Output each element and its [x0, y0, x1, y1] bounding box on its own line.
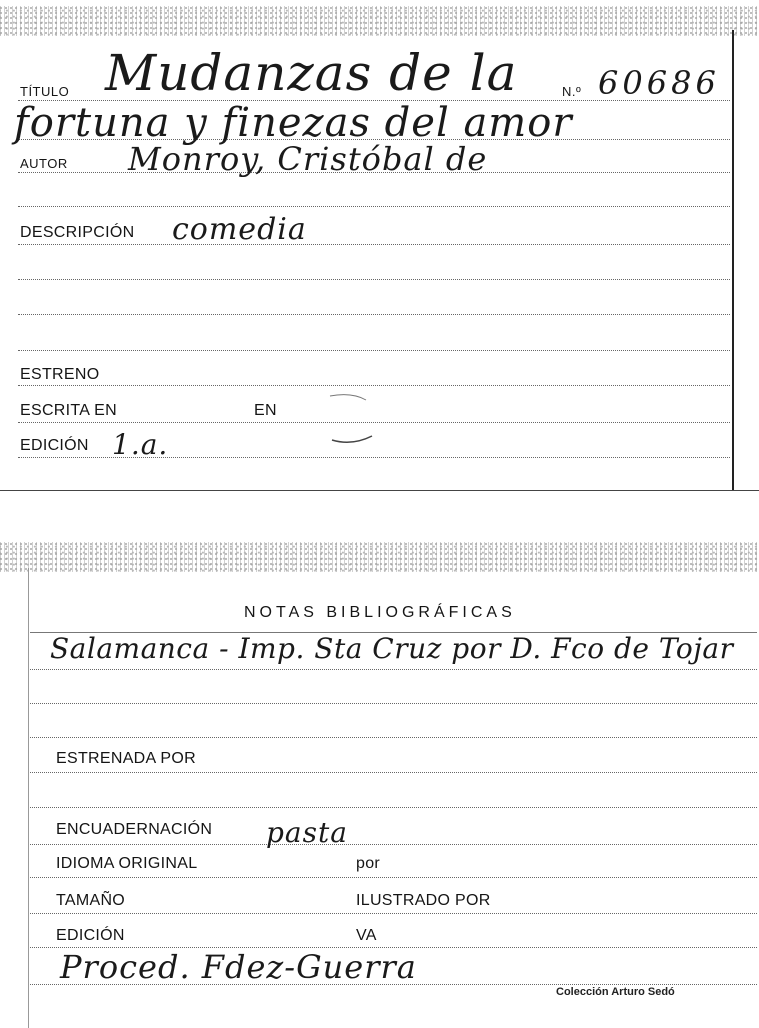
handwritten-author: Monroy, Cristóbal de: [128, 140, 488, 178]
descripcion-label: DESCRIPCIÓN: [20, 224, 135, 241]
ruled-line: [30, 703, 757, 704]
handwritten-bibliographic-note: Salamanca - Imp. Sta Cruz por D. Fco de Tojar: [50, 632, 734, 665]
ruled-line: [30, 844, 757, 845]
idioma-original-label: IDIOMA ORIGINAL: [56, 855, 198, 872]
stamp-mark: [322, 392, 382, 452]
ilustrado-por-label: ILUSTRADO POR: [356, 892, 491, 909]
titulo-label: TÍTULO: [20, 84, 70, 99]
por-label: por: [356, 855, 381, 872]
ruled-line: [30, 772, 757, 773]
estreno-label: ESTRENO: [20, 366, 100, 383]
catalog-card-front: [0, 0, 759, 495]
ruled-line: [18, 350, 730, 351]
handwritten-edition: 1.a.: [112, 428, 169, 461]
notas-bibliograficas-heading: NOTAS BIBLIOGRÁFICAS: [244, 604, 516, 621]
card-edge-texture: [0, 542, 759, 572]
en-label: EN: [254, 402, 277, 419]
handwritten-title-line2: fortuna y finezas del amor: [14, 100, 573, 146]
collection-stamp: Colección Arturo Sedó: [556, 986, 675, 998]
card-border-right: [732, 30, 734, 490]
ruled-line: [30, 669, 757, 670]
card-edge-texture: [0, 6, 759, 36]
catalog-card-back: [0, 540, 759, 1028]
escrita-en-label: ESCRITA EN: [20, 402, 117, 419]
handwritten-description: comedia: [172, 212, 307, 247]
tamano-label: TAMAÑO: [56, 892, 126, 909]
encuadernacion-label: ENCUADERNACIÓN: [56, 821, 213, 838]
va-label: VA: [356, 927, 377, 944]
ruled-line: [18, 314, 730, 315]
numero-label: N.º: [562, 84, 582, 99]
handwritten-binding: pasta: [266, 816, 348, 849]
edicion-label-back: EDICIÓN: [56, 927, 125, 944]
ruled-line: [30, 913, 757, 914]
ruled-line: [30, 877, 757, 878]
ruled-line: [30, 807, 757, 808]
ruled-line: [30, 737, 757, 738]
ruled-line: [18, 244, 730, 245]
handwritten-provenance: Proced. Fdez-Guerra: [60, 948, 417, 986]
card-border-left: [28, 568, 29, 1028]
ruled-line: [18, 279, 730, 280]
edicion-label: EDICIÓN: [20, 437, 89, 454]
handwritten-catalog-number: 60686: [598, 64, 720, 102]
ruled-line: [18, 206, 730, 207]
card-border-bottom: [0, 490, 759, 491]
estrenada-por-label: ESTRENADA POR: [56, 750, 196, 767]
ruled-line: [18, 385, 730, 386]
handwritten-title-line1: Mudanzas de la: [105, 44, 518, 102]
autor-label: AUTOR: [20, 156, 68, 171]
